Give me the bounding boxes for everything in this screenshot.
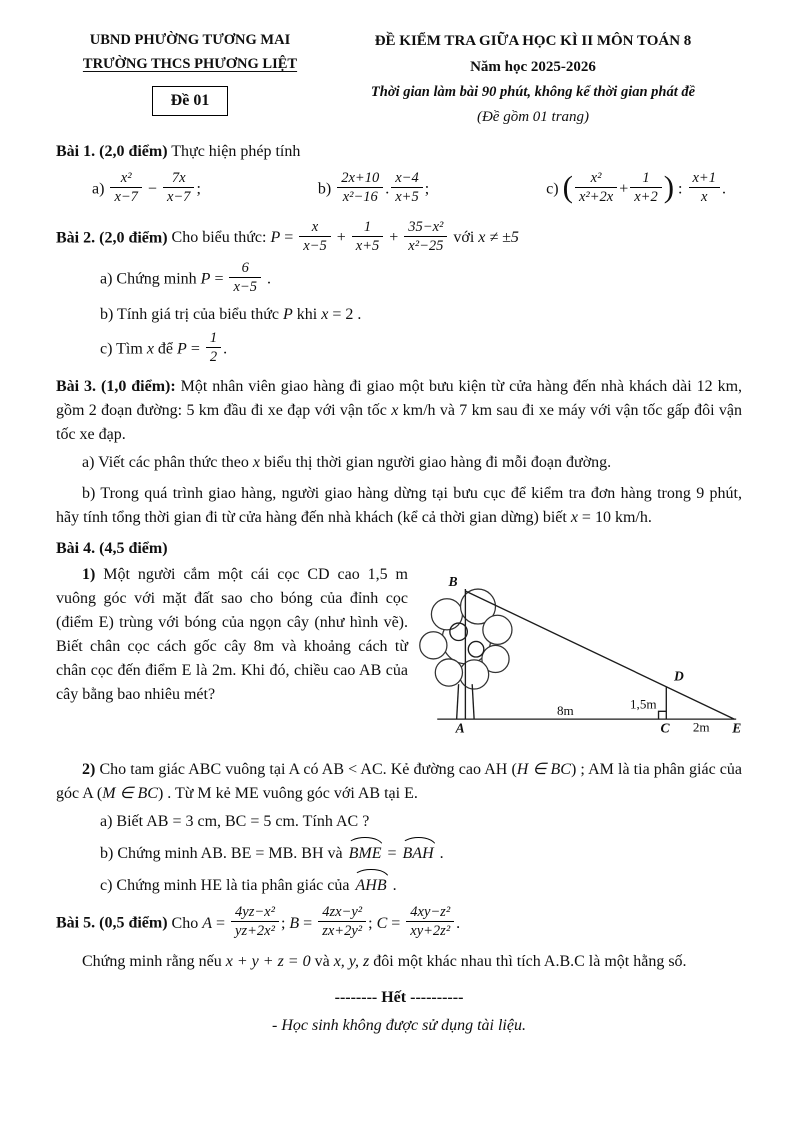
bai4-part1-row [56,563,742,751]
text-run: Chứng minh rằng nếu [82,952,226,970]
text-run: ; [368,914,377,932]
text-run: b) Tính giá trị của biểu thức [100,305,283,323]
bai2-item-c [100,331,742,368]
bai2-item-b [100,303,742,327]
bai3-title: Bài 3. (1,0 điểm): [56,378,176,396]
math-fraction [352,219,383,254]
text-run: . [388,877,397,895]
fraction-denominator: yz+2x² [235,923,275,940]
bai5-heading [56,905,742,942]
label-D: D [674,668,684,684]
text-run: ) . Từ M kẻ ME vuông góc với AB tại E. [157,785,418,803]
fraction-numerator: 1 [352,219,383,237]
fraction-numerator: 4zx−y² [318,904,366,922]
text-run: ; [424,180,430,198]
text-run: x, y, z [333,952,370,970]
text-run: Cho [167,914,203,932]
text-run: = [186,340,204,358]
bai4-item-b [100,838,742,866]
fraction-numerator: 4xy−z² [406,904,454,922]
text-run: để [153,340,178,358]
bai5-title: Bài 5. (0,5 điểm) [56,914,168,932]
bai1-expressions [56,164,742,212]
exam-code-box: Đề 01 [152,86,229,116]
text-run: km/h và 7 km sau đi xe máy với vận tốc gấp đôi vận tốc xe đạp. [56,402,743,444]
text-run: . [262,270,271,288]
text-run: b) [317,180,336,198]
math-fraction [299,219,330,254]
text-run: x [391,402,399,420]
bai1-expr-b [318,171,429,208]
fraction-denominator: x+2 [634,189,658,206]
bai3-heading [56,375,742,447]
text-run: M ∈ BC [102,785,158,803]
bai4-item-a [100,810,742,834]
text-run: C [376,914,388,932]
fraction-denominator: x+5 [355,237,380,254]
fraction-denominator: x−7 [166,189,191,206]
header [56,30,742,128]
fraction-denominator: x−5 [303,237,327,254]
bai3-item-b [56,482,742,530]
exam-code-wrap [56,76,324,116]
label-distance-8m: 8m [556,703,574,719]
text-run: x + y + z = 0 [225,952,311,970]
bai4-figure-wrap [408,563,742,751]
fraction-numerator: 1 [630,170,661,188]
end-marker: -------- Hết ---------- [334,988,464,1006]
right-angle-mark [659,711,667,719]
fraction-denominator: x+5 [395,189,419,206]
bai2-heading [56,220,742,257]
bai2-item-a [100,261,742,298]
text-run: x [321,305,329,323]
text-run: P [200,270,211,288]
text-run: a) Chứng minh [100,270,201,288]
text-run: ; [196,180,201,198]
text-run: với [449,229,479,247]
math-fraction [229,260,260,295]
text-run: = [280,229,298,247]
fraction-numerator: 35−x² [404,219,447,237]
label-C: C [660,720,670,736]
text-run: : [674,180,687,198]
text-run: = [383,845,401,863]
text-run: = 10 km/h. [577,509,652,527]
text-run: Cho biểu thức: [167,229,271,247]
text-run: = 2 . [328,305,362,323]
bai5-intro [167,904,461,940]
header-left [56,30,324,128]
math-fraction [318,904,366,939]
text-run: ) ; AM là tia phân giác của góc A ( [56,761,742,803]
bai1-heading [56,140,742,164]
math-fraction [404,219,447,254]
bai3-item-a [82,451,742,475]
bai2-title: Bài 2. (2,0 điểm) [56,229,168,247]
text-run: = [210,270,228,288]
label-B: B [448,574,458,590]
math-fraction [110,170,141,205]
header-right [324,30,742,128]
text-run: P [270,229,281,247]
bai4-part1-text [56,563,408,751]
fraction-numerator: 1 [206,330,221,348]
label-pole-length: 1,5m [630,696,657,712]
fraction-denominator: x−5 [233,279,257,296]
text-run: Một nhân viên giao hàng đi giao một bưu kiện từ cửa hàng đến nhà khách dài 12 km, gồm 2 đoạn đường: 5 km đầu đi xe đạp với vận tốc [56,378,743,420]
text-run: H ∈ BC [516,761,571,779]
text-run: c) Tìm [100,340,147,358]
fraction-numerator: x [299,219,330,237]
text-run: a) [92,180,109,198]
text-run: = [299,914,317,932]
bai4-item-c [100,870,742,898]
text-run: a) Biết AB = 3 cm, BC = 5 cm. Tính AC ? [100,813,370,831]
text-run: + [385,229,403,247]
text-run: . [456,914,461,932]
bai4-figure [412,571,742,743]
exam-duration: Thời gian làm bài 90 phút, không kể thời gian phát đề [370,84,696,100]
fraction-denominator: x [701,189,708,206]
text-run: Cho tam giác ABC vuông tại A có AB < AC. Kẻ đường cao AH ( [99,761,517,779]
math-angle-hat: BAH [401,838,436,866]
fraction-numerator: 6 [229,260,260,278]
text-run: . [385,180,390,198]
text-run: và [310,952,334,970]
text-run: . [435,845,444,863]
fraction-denominator: x−7 [114,189,138,206]
bai4-heading [56,537,742,561]
text-run: . [721,180,726,198]
bai1-expr-c: c) ( $\frac{\text{x²}}{\text{x²+2x}}$ + $\frac{1}{x+2}$ ) : $\frac{x+1}{x}$ . [546,168,726,206]
fraction-denominator: xy+2z² [410,923,451,940]
text-run: A [202,914,212,932]
math-angle-hat: BME [347,838,384,866]
fraction-numerator: 2x+10 [337,170,383,188]
org-name: UBND PHƯỜNG TƯƠNG MAI [89,32,291,48]
bai4-title: Bài 4. (4,5 điểm) [56,540,168,558]
fraction-denominator: x²+2x [578,189,614,206]
text-run: ; [280,914,290,932]
text-run: B [289,914,300,932]
math-fraction [206,330,221,365]
text-run: 1) [82,566,104,584]
text-run: b) Trong quá trình giao hàng, người giao hàng dừng tại bưu cục để kiểm tra đơn hàng trong 9 phút, hãy tính tổng thời gian đi từ cửa hàng đến nhà khách (kể cả thời gian dừng) biết [56,485,742,527]
math-angle-hat: AHB [353,870,388,898]
math-fraction [163,170,194,205]
fraction-numerator: x² [575,170,617,188]
no-materials-note: - Học sinh không được sử dụng tài liệu. [272,1016,526,1034]
fraction-numerator: x−4 [391,170,422,188]
school-name: TRƯỜNG THCS PHƯƠNG LIỆT [82,55,298,72]
math-fraction [406,904,454,939]
math-fraction [689,170,720,205]
text-run: x [570,509,578,527]
text-run: c) [546,180,563,198]
fraction-denominator: x²−25 [408,237,444,254]
text-run: c) Chứng minh HE là tia phân giác của [100,877,354,895]
bai4-part2-text [56,758,742,806]
exam-pages-note: (Đề gồm 01 trang) [476,108,590,125]
text-run: = [387,914,405,932]
text-run: . [223,340,228,358]
text-run: x ≠ ±5 [478,229,519,247]
fraction-denominator: zx+2y² [322,923,363,940]
label-distance-2m: 2m [692,719,710,735]
fraction-numerator: x² [110,170,141,188]
text-run: khi [292,305,322,323]
bai5-body [56,950,742,974]
text-run: + [619,180,629,198]
bai2-intro [167,218,519,254]
text-run: − [143,180,161,198]
text-run: 2) [82,761,100,779]
bai1-title-rest: Thực hiện phép tính [167,143,301,161]
label-E: E [732,720,742,736]
text-run: + [332,229,350,247]
fraction-numerator: 4yz−x² [231,904,279,922]
exam-title: ĐỀ KIỂM TRA GIỮA HỌC KÌ II MÔN TOÁN 8 [374,33,692,49]
math-fraction [231,904,279,939]
text-run: P [283,305,293,323]
text-run: x [146,340,154,358]
fraction-numerator: x+1 [689,170,720,188]
text-run: đôi một khác nhau thì tích A.B.C là một hằng số. [369,952,687,970]
bai1-title: Bài 1. (2,0 điểm) [56,143,168,161]
fraction-denominator: 2 [209,348,218,365]
text-run: P [177,340,187,358]
school-year: Năm học 2025-2026 [470,58,596,75]
label-A: A [455,720,465,736]
text-run: x [252,454,261,472]
fraction-denominator: x²−16 [342,189,378,206]
math-fraction [391,170,422,205]
text-run: b) Chứng minh AB. BE = MB. BH và [100,845,347,863]
text-run: biểu thị thời gian người giao hàng đi mỗi đoạn đường. [260,454,612,472]
math-fraction [337,170,383,205]
math-fraction [630,170,661,205]
math-fraction [575,170,617,205]
text-run: a) Viết các phân thức theo [82,454,253,472]
text-run: = [212,914,230,932]
bai1-expr-a [92,171,201,208]
fraction-numerator: 7x [163,170,194,188]
text-run: Một người cắm một cái cọc CD cao 1,5 m vuông góc với mặt đất sao cho bóng của đỉnh cọc (điểm E) trùng với bóng của ngọn cây (như hình vẽ). Biết chân cọc cách gốc cây 8m và khoảng cách từ chân cọc đến điểm E là 2m. Khi đó, chiều cao AB của cây bằng bao nhiêu mét? [56,566,409,704]
